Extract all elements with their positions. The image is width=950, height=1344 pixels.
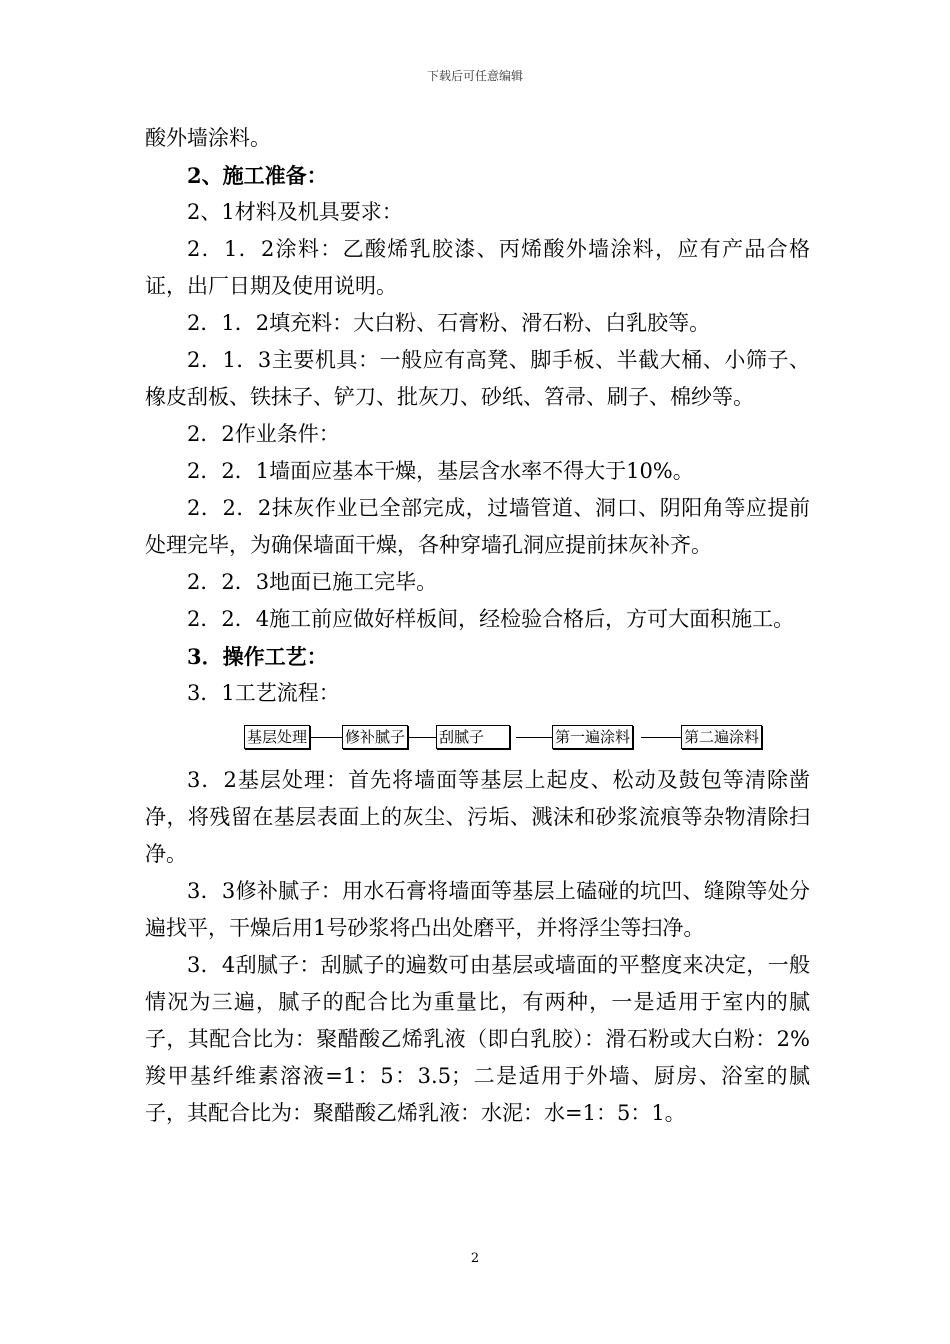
flow-connector: [310, 737, 342, 738]
flow-step-1: 基层处理: [244, 725, 310, 749]
paragraph: 2、1材料及机具要求：: [187, 200, 403, 224]
flow-connector: [641, 737, 681, 738]
paragraph: 2．2．2抹灰作业已全部完成，过墙管道、洞口、阴阳角等应提前处理完毕，为确保墙面干燥，各种穿墙孔洞应提前抹灰补齐。: [145, 496, 810, 557]
paragraph: 2．2．3地面已施工完毕。: [187, 570, 438, 594]
flow-step-2: 修补腻子: [342, 725, 408, 749]
paragraph: 2．1．3主要机具：一般应有高凳、脚手板、半截大桶、小筛子、橡皮刮板、铁抹子、铲刀、批灰刀、砂纸、笤帚、刷子、棉纱等。: [145, 348, 810, 409]
paragraph: 2、施工准备：: [187, 163, 328, 188]
flow-connector: [516, 737, 552, 738]
paragraph: 3．2基层处理：首先将墙面等基层上起皮、松动及鼓包等清除凿净，将残留在基层表面上的灰尘、污垢、溅沫和砂浆流痕等杂物清除扫净。: [145, 768, 810, 866]
document-body: [145, 120, 810, 1132]
paragraph: 酸外墙涂料。: [145, 126, 271, 150]
flow-step-3: 刮腻子: [436, 725, 510, 749]
flow-step-5: 第二遍涂料: [681, 725, 762, 749]
paragraph: 2．1．2涂料：乙酸烯乳胶漆、丙烯酸外墙涂料，应有产品合格证，出厂日期及使用说明。: [145, 237, 810, 298]
process-flow-diagram: [244, 720, 810, 754]
page-number: 2: [470, 1251, 480, 1266]
paragraph: 3．3修补腻子：用水石膏将墙面等基层上磕碰的坑凹、缝隙等处分遍找平，干燥后用1号砂浆将凸出处磨平，并将浮尘等扫净。: [145, 879, 810, 940]
paragraph-group-bottom: [145, 762, 810, 1132]
flow-step-4: 第一遍涂料: [552, 725, 633, 749]
flow-connector: [408, 737, 436, 738]
paragraph: 3．操作工艺：: [187, 644, 328, 669]
paragraph-group-top: [145, 120, 810, 712]
paragraph: 3．4刮腻子：刮腻子的遍数可由基层或墙面的平整度来决定，一般情况为三遍，腻子的配合比为重量比，有两种，一是适用于室内的腻子，其配合比为：聚醋酸乙烯乳液（即白乳胶）：滑石粉或大白粉：2%羧甲基纤维素溶液=1：5：3.5；二是适用于外墙、厨房、浴室的腻子，其配合比为：聚醋酸乙烯乳液：水泥：水=1：5：1。: [145, 953, 810, 1125]
paragraph: 2．2．1墙面应基本干燥，基层含水率不得大于10%。: [187, 459, 694, 483]
paragraph: 2．2．4施工前应做好样板间，经检验合格后，方可大面积施工。: [187, 607, 795, 631]
paragraph: 2．2作业条件：: [187, 422, 340, 446]
paragraph: 2．1．2填充料：大白粉、石膏粉、滑石粉、白乳胶等。: [187, 311, 711, 335]
paragraph: 3．1工艺流程：: [187, 681, 340, 705]
page-header: 下载后可任意编辑: [426, 69, 523, 83]
